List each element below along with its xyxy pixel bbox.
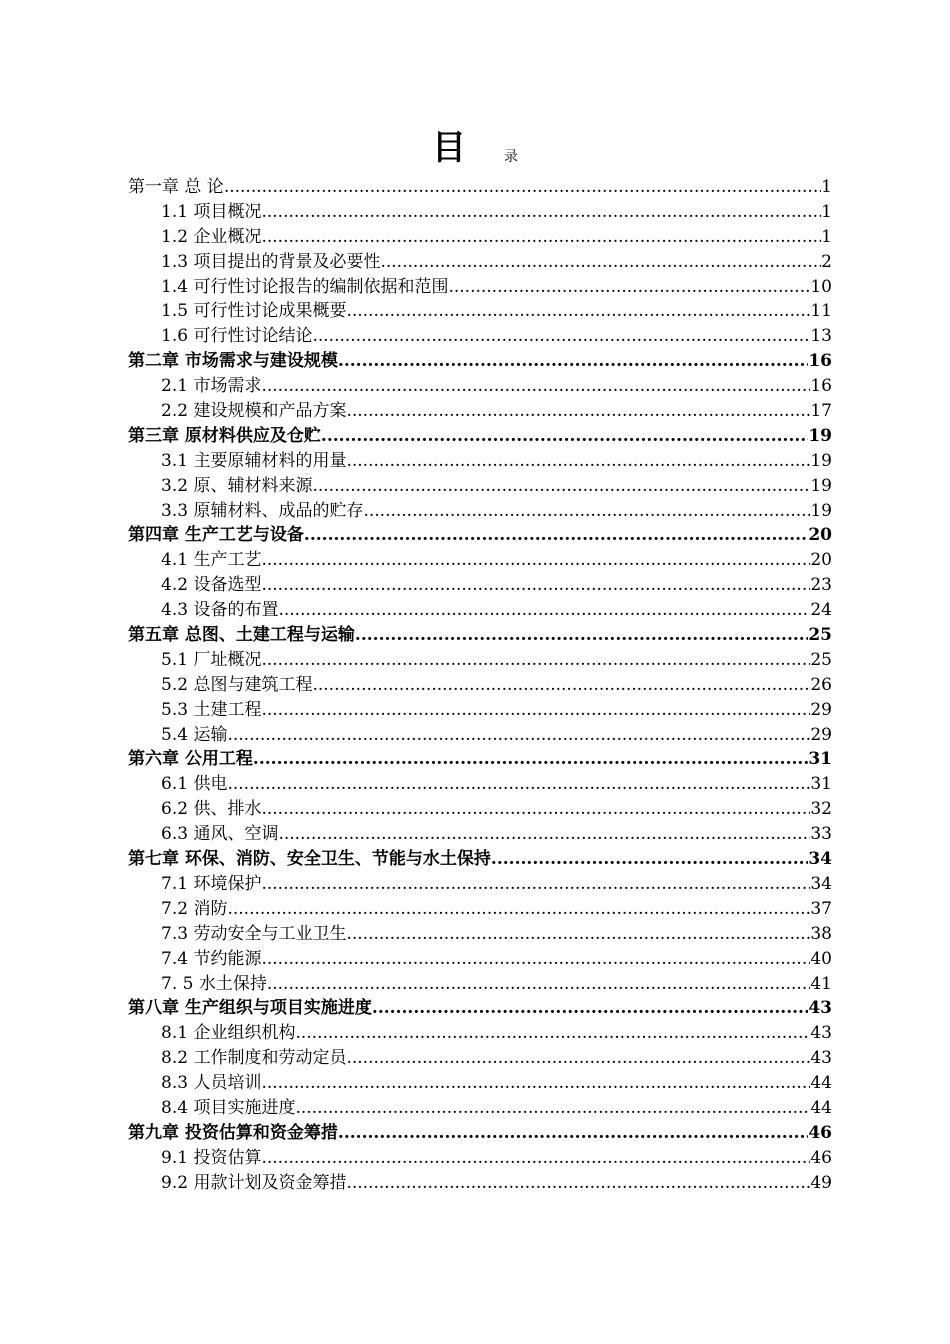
toc-section-entry[interactable] [128, 399, 832, 424]
toc-page-number: 23 [810, 575, 832, 596]
toc-title [0, 128, 950, 168]
toc-dot-leader [372, 996, 808, 1021]
toc-entry-label: 6.2 供、排水 [161, 799, 262, 820]
toc-entry-label: 7. 5 水土保持 [161, 973, 267, 994]
toc-page-number: 16 [808, 351, 832, 372]
toc-entry-label: 3.1 主要原辅材料的用量 [161, 450, 347, 471]
toc-page-number: 26 [810, 674, 832, 695]
toc-page-number: 33 [810, 824, 832, 845]
toc-dot-leader [346, 1046, 810, 1071]
toc-dot-leader [261, 872, 810, 897]
toc-page-number: 24 [810, 600, 832, 621]
toc-section-entry[interactable] [128, 772, 832, 797]
toc-section-entry[interactable] [128, 573, 832, 598]
toc-section-entry[interactable] [128, 275, 832, 300]
toc-entry-label: 第二章 市场需求与建设规模 [128, 351, 338, 372]
toc-dot-leader [346, 1171, 810, 1196]
toc-chapter-entry[interactable] [128, 1121, 832, 1146]
toc-page-number: 29 [810, 699, 832, 720]
toc-entry-label: 5.2 总图与建筑工程 [161, 674, 313, 695]
toc-page-number: 40 [810, 948, 832, 969]
toc-dot-leader [304, 523, 808, 548]
toc-chapter-entry[interactable] [128, 424, 832, 449]
toc-dot-leader [261, 200, 821, 225]
toc-section-entry[interactable] [128, 922, 832, 947]
toc-dot-leader [321, 424, 808, 449]
toc-chapter-entry[interactable] [128, 175, 832, 200]
toc-dot-leader [227, 897, 810, 922]
toc-page-number: 25 [810, 649, 832, 670]
toc-entry-label: 第七章 环保、消防、安全卫生、节能与水土保持 [128, 849, 491, 870]
toc-section-entry[interactable] [128, 797, 832, 822]
toc-page-number: 19 [808, 425, 832, 446]
toc-page-number: 49 [810, 1172, 832, 1193]
toc-section-entry[interactable] [128, 548, 832, 573]
toc-page-number: 43 [810, 1023, 832, 1044]
toc-entry-label: 5.1 厂址概况 [161, 649, 262, 670]
toc-entry-label: 4.3 设备的布置 [161, 600, 279, 621]
toc-entry-label: 4.2 设备选型 [161, 575, 262, 596]
toc-page-number: 34 [808, 849, 832, 870]
toc-dot-leader [261, 648, 810, 673]
toc-section-entry[interactable] [128, 897, 832, 922]
toc-entry-label: 1.4 可行性讨论报告的编制依据和范围 [161, 276, 449, 297]
toc-page-number: 46 [808, 1122, 832, 1143]
toc-entry-label: 2.1 市场需求 [161, 376, 262, 397]
toc-page-number: 29 [810, 724, 832, 745]
toc-page-number: 25 [808, 625, 832, 646]
toc-dot-leader [278, 822, 810, 847]
toc-dot-leader [261, 374, 810, 399]
toc-dot-leader [261, 797, 810, 822]
toc-page-number: 34 [810, 873, 832, 894]
toc-dot-leader [380, 250, 821, 275]
toc-entry-label: 3.3 原辅材料、成品的贮存 [161, 500, 364, 521]
toc-page-number: 37 [810, 898, 832, 919]
toc-section-entry[interactable] [128, 1021, 832, 1046]
toc-entry-label: 第四章 生产工艺与设备 [128, 525, 304, 546]
toc-dot-leader [295, 1096, 810, 1121]
toc-section-entry[interactable] [128, 1146, 832, 1171]
toc-section-entry[interactable] [128, 1071, 832, 1096]
toc-page-number: 13 [810, 326, 832, 347]
toc-section-entry[interactable] [128, 299, 832, 324]
toc-entry-label: 第一章 总 论 [128, 177, 224, 197]
toc-dot-leader [261, 698, 810, 723]
toc-page-number: 19 [810, 450, 832, 471]
toc-dot-leader [346, 299, 810, 324]
toc-entry-label: 7.2 消防 [161, 898, 228, 919]
toc-dot-leader [227, 723, 810, 748]
toc-dot-leader [491, 847, 808, 872]
toc-section-entry[interactable] [128, 474, 832, 499]
toc-entry-label: 8.1 企业组织机构 [161, 1023, 296, 1044]
toc-section-entry[interactable] [128, 499, 832, 524]
toc-dot-leader [312, 324, 810, 349]
toc-dot-leader [312, 673, 810, 698]
toc-dot-leader [295, 1021, 810, 1046]
toc-entry-label: 1.2 企业概况 [161, 226, 262, 247]
toc-entry-label: 8.2 工作制度和劳动定员 [161, 1048, 347, 1069]
toc-entry-label: 第六章 公用工程 [128, 749, 253, 770]
toc-page-number: 10 [810, 276, 832, 297]
toc-entry-label: 第九章 投资估算和资金筹措 [128, 1122, 338, 1143]
toc-section-entry[interactable] [128, 598, 832, 623]
toc-chapter-entry[interactable] [128, 747, 832, 772]
toc-dot-leader [338, 1121, 808, 1146]
toc-entry-label: 8.4 项目实施进度 [161, 1097, 296, 1118]
toc-page-number: 46 [810, 1147, 832, 1168]
toc-dot-leader [346, 449, 810, 474]
toc-entry-label: 7.3 劳动安全与工业卫生 [161, 923, 347, 944]
toc-page-number: 20 [808, 525, 832, 546]
toc-section-entry[interactable] [128, 1171, 832, 1196]
toc-section-entry[interactable] [128, 374, 832, 399]
toc-section-entry[interactable] [128, 1046, 832, 1071]
toc-section-entry[interactable] [128, 872, 832, 897]
toc-entry-label: 8.3 人员培训 [161, 1073, 262, 1094]
toc-page-number: 17 [810, 401, 832, 422]
table-of-contents [128, 175, 832, 1196]
toc-page-number: 2 [821, 251, 832, 272]
toc-page-number: 43 [808, 998, 832, 1019]
toc-page-number: 20 [810, 550, 832, 571]
toc-entry-label: 1.5 可行性讨论成果概要 [161, 301, 347, 322]
toc-dot-leader [346, 922, 810, 947]
toc-dot-leader [338, 349, 808, 374]
toc-section-entry[interactable] [128, 250, 832, 275]
toc-chapter-entry[interactable] [128, 623, 832, 648]
toc-dot-leader [261, 548, 810, 573]
toc-dot-leader [448, 275, 810, 300]
toc-section-entry[interactable] [128, 698, 832, 723]
toc-entry-label: 9.1 投资估算 [161, 1147, 262, 1168]
toc-section-entry[interactable] [128, 648, 832, 673]
toc-chapter-entry[interactable] [128, 847, 832, 872]
toc-dot-leader [346, 399, 810, 424]
toc-dot-leader [363, 499, 810, 524]
toc-title-main: 目 [432, 128, 466, 168]
toc-section-entry[interactable] [128, 673, 832, 698]
toc-entry-label: 1.6 可行性讨论结论 [161, 326, 313, 347]
toc-entry-label: 4.1 生产工艺 [161, 550, 262, 571]
toc-entry-label: 第三章 原材料供应及仓贮 [128, 425, 321, 446]
toc-page-number: 44 [810, 1097, 832, 1118]
toc-dot-leader [261, 1071, 810, 1096]
toc-dot-leader [278, 598, 810, 623]
toc-page-number: 19 [810, 475, 832, 496]
toc-entry-label: 5.3 土建工程 [161, 699, 262, 720]
toc-dot-leader [227, 772, 810, 797]
toc-page-number: 43 [810, 1048, 832, 1069]
toc-dot-leader [355, 623, 808, 648]
toc-dot-leader [261, 947, 810, 972]
toc-dot-leader [261, 1146, 810, 1171]
toc-page-number: 19 [810, 500, 832, 521]
toc-entry-label: 7.1 环境保护 [161, 873, 262, 894]
toc-page-number: 41 [810, 973, 832, 994]
toc-page-number: 1 [821, 201, 832, 222]
toc-dot-leader [312, 474, 810, 499]
toc-title-sub: 录 [504, 149, 518, 165]
toc-page-number: 1 [821, 177, 832, 197]
toc-dot-leader [261, 573, 810, 598]
toc-entry-label: 6.3 通风、空调 [161, 824, 279, 845]
toc-dot-leader [267, 972, 811, 997]
toc-page-number: 32 [810, 799, 832, 820]
toc-entry-label: 5.4 运输 [161, 724, 228, 745]
toc-entry-label: 6.1 供电 [161, 774, 228, 795]
toc-section-entry[interactable] [128, 972, 832, 997]
toc-page-number: 11 [810, 301, 832, 322]
toc-entry-label: 1.3 项目提出的背景及必要性 [161, 251, 381, 272]
toc-dot-leader [224, 175, 821, 200]
toc-section-entry[interactable] [128, 200, 832, 225]
toc-page-number: 38 [810, 923, 832, 944]
toc-section-entry[interactable] [128, 1096, 832, 1121]
toc-section-entry[interactable] [128, 723, 832, 748]
toc-section-entry[interactable] [128, 225, 832, 250]
toc-chapter-entry[interactable] [128, 996, 832, 1021]
toc-entry-label: 7.4 节约能源 [161, 948, 262, 969]
toc-entry-label: 2.2 建设规模和产品方案 [161, 401, 347, 422]
toc-chapter-entry[interactable] [128, 523, 832, 548]
toc-entry-label: 1.1 项目概况 [161, 201, 262, 222]
toc-page-number: 31 [808, 749, 832, 770]
toc-dot-leader [253, 747, 808, 772]
toc-page-number: 1 [821, 226, 832, 247]
toc-page-number: 44 [810, 1073, 832, 1094]
toc-entry-label: 9.2 用款计划及资金筹措 [161, 1172, 347, 1193]
toc-entry-label: 第五章 总图、土建工程与运输 [128, 625, 355, 646]
toc-page-number: 16 [810, 376, 832, 397]
toc-section-entry[interactable] [128, 822, 832, 847]
toc-section-entry[interactable] [128, 947, 832, 972]
toc-section-entry[interactable] [128, 449, 832, 474]
toc-section-entry[interactable] [128, 324, 832, 349]
toc-entry-label: 3.2 原、辅材料来源 [161, 475, 313, 496]
toc-entry-label: 第八章 生产组织与项目实施进度 [128, 998, 372, 1019]
toc-dot-leader [261, 225, 821, 250]
toc-page-number: 31 [810, 774, 832, 795]
toc-chapter-entry[interactable] [128, 349, 832, 374]
